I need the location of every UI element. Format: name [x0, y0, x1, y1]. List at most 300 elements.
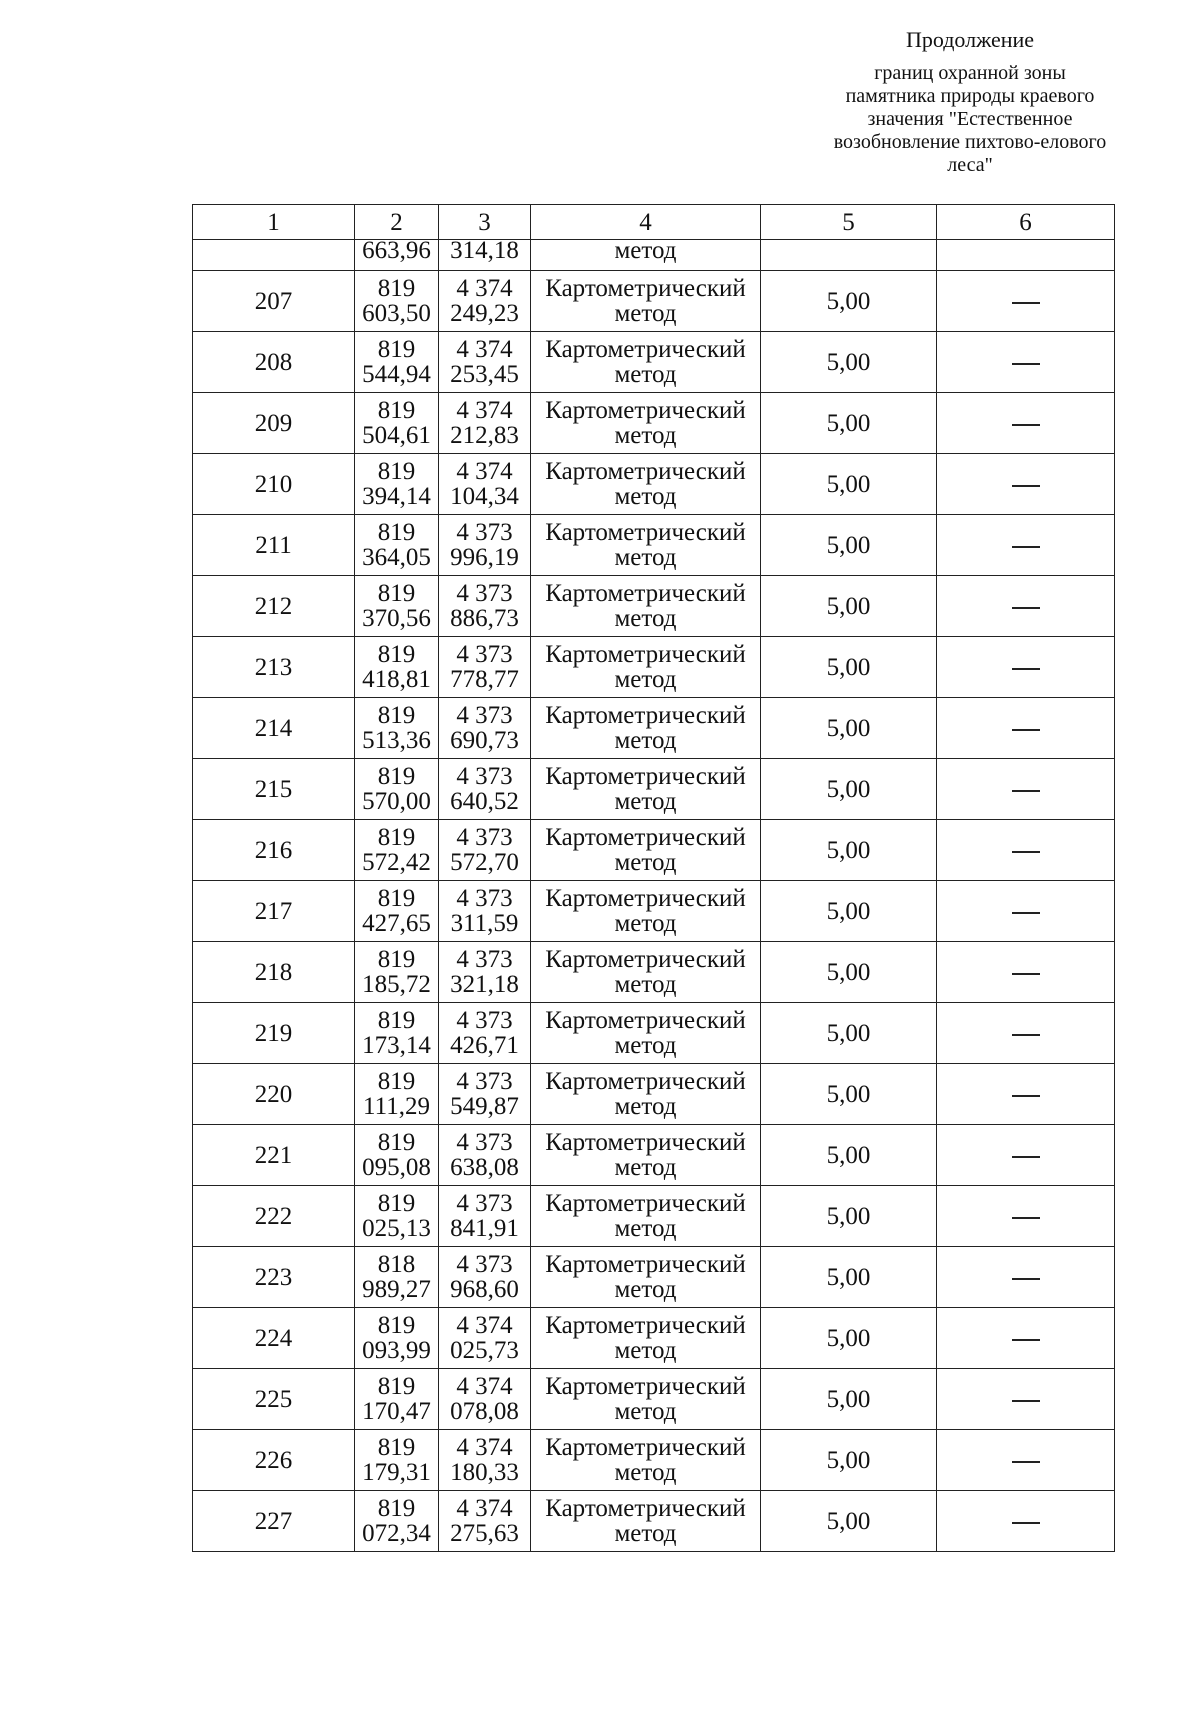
point-number-cell: 222 [193, 1186, 355, 1247]
y-coordinate-part: 4 373 [456, 763, 513, 790]
y-coordinate-part: 275,63 [450, 1520, 519, 1547]
method-text: метод [614, 1154, 677, 1181]
y-coordinate-part: 249,23 [450, 300, 519, 327]
x-coordinate-part: 513,36 [362, 727, 431, 754]
y-coordinate-part: 4 374 [456, 397, 513, 424]
point-number-cell: 212 [193, 576, 355, 637]
x-coordinate-cell [355, 820, 439, 881]
accuracy-cell: 5,00 [761, 942, 937, 1003]
note-cell [937, 1308, 1115, 1369]
y-coordinate-part: 4 373 [456, 641, 513, 668]
note-cell [937, 576, 1115, 637]
continuation-label: Продолжение [905, 27, 1035, 52]
x-coordinate-part: 819 [377, 1373, 416, 1400]
x-coordinate-part: 819 [377, 275, 416, 302]
method-cell [531, 576, 761, 637]
accuracy-cell: 5,00 [761, 1186, 937, 1247]
dash-mark [1012, 1217, 1040, 1219]
dash-mark [1012, 1156, 1040, 1158]
method-text: метод [614, 1032, 677, 1059]
x-coordinate-cell: 663,96 [355, 240, 439, 271]
table-header-row [193, 205, 1115, 240]
x-coordinate-cell [355, 942, 439, 1003]
table-row [193, 1064, 1115, 1125]
dash-mark [1012, 424, 1040, 426]
y-coordinate-cell [439, 1186, 531, 1247]
note-cell [937, 759, 1115, 820]
x-coordinate-cell [355, 1430, 439, 1491]
point-number-cell: 207 [193, 271, 355, 332]
x-coordinate-part: 364,05 [362, 544, 431, 571]
x-coordinate-part: 819 [377, 1312, 416, 1339]
table-row [193, 820, 1115, 881]
accuracy-cell: 5,00 [761, 820, 937, 881]
accuracy-cell [761, 240, 937, 271]
method-text: метод [614, 1093, 677, 1120]
method-text: метод [614, 1215, 677, 1242]
y-coordinate-cell [439, 576, 531, 637]
document-heading [770, 28, 1170, 177]
x-coordinate-cell [355, 1125, 439, 1186]
method-text: Картометрический [545, 1434, 746, 1461]
note-cell [937, 698, 1115, 759]
table-row [193, 881, 1115, 942]
y-coordinate-part: 180,33 [450, 1459, 519, 1486]
y-coordinate-part: 4 373 [456, 885, 513, 912]
y-coordinate-part: 572,70 [450, 849, 519, 876]
method-text: Картометрический [545, 763, 746, 790]
method-cell [531, 1064, 761, 1125]
x-coordinate-cell [355, 454, 439, 515]
dash-mark [1012, 729, 1040, 731]
heading-line: возобновление пихтово-елового [833, 131, 1107, 153]
y-coordinate-part: 4 373 [456, 1129, 513, 1156]
point-number-cell: 220 [193, 1064, 355, 1125]
accuracy-cell: 5,00 [761, 1003, 937, 1064]
method-cell [531, 332, 761, 393]
x-coordinate-part: 570,00 [362, 788, 431, 815]
dash-mark [1012, 851, 1040, 853]
dash-mark [1012, 302, 1040, 304]
x-coordinate-cell [355, 515, 439, 576]
heading-line: границ охранной зоны [874, 62, 1066, 84]
note-cell [937, 240, 1115, 271]
point-number-cell: 218 [193, 942, 355, 1003]
note-cell [937, 515, 1115, 576]
method-cell [531, 820, 761, 881]
x-coordinate-part: 504,61 [362, 422, 431, 449]
method-text: метод [614, 605, 677, 632]
y-coordinate-part: 690,73 [450, 727, 519, 754]
point-number-cell: 217 [193, 881, 355, 942]
dash-mark [1012, 912, 1040, 914]
x-coordinate-cell [355, 1064, 439, 1125]
accuracy-cell: 5,00 [761, 637, 937, 698]
x-coordinate-cell [355, 271, 439, 332]
y-coordinate-cell [439, 393, 531, 454]
y-coordinate-part: 4 374 [456, 458, 513, 485]
note-cell [937, 1186, 1115, 1247]
point-number-cell: 213 [193, 637, 355, 698]
y-coordinate-cell [439, 1369, 531, 1430]
y-coordinate-part: 640,52 [450, 788, 519, 815]
y-coordinate-part: 4 373 [456, 519, 513, 546]
note-cell [937, 1247, 1115, 1308]
x-coordinate-cell [355, 1003, 439, 1064]
method-text: метод [614, 1337, 677, 1364]
method-cell [531, 1247, 761, 1308]
dash-mark [1012, 1034, 1040, 1036]
y-coordinate-part: 4 374 [456, 275, 513, 302]
y-coordinate-part: 4 374 [456, 1373, 513, 1400]
dash-mark [1012, 607, 1040, 609]
method-text: метод [614, 544, 677, 571]
table-row [193, 1247, 1115, 1308]
point-number-cell: 216 [193, 820, 355, 881]
y-coordinate-part: 311,59 [450, 910, 519, 937]
y-coordinate-part: 4 374 [456, 1495, 513, 1522]
y-coordinate-cell [439, 1308, 531, 1369]
x-coordinate-part: 572,42 [362, 849, 431, 876]
y-coordinate-part: 549,87 [450, 1093, 519, 1120]
method-cell [531, 1003, 761, 1064]
y-coordinate-part: 4 373 [456, 702, 513, 729]
dash-mark [1012, 668, 1040, 670]
y-coordinate-cell [439, 332, 531, 393]
y-coordinate-cell [439, 820, 531, 881]
y-coordinate-cell [439, 942, 531, 1003]
x-coordinate-part: 819 [377, 1129, 416, 1156]
x-coordinate-part: 819 [377, 824, 416, 851]
x-coordinate-part: 989,27 [362, 1276, 431, 1303]
note-cell [937, 393, 1115, 454]
y-coordinate-cell [439, 1003, 531, 1064]
method-text: метод [614, 910, 677, 937]
y-coordinate-cell [439, 698, 531, 759]
header-cell: 2 [355, 205, 439, 240]
point-number-cell: 214 [193, 698, 355, 759]
x-coordinate-part: 819 [377, 641, 416, 668]
method-text: метод [614, 727, 677, 754]
method-text: Картометрический [545, 458, 746, 485]
x-coordinate-part: 427,65 [362, 910, 431, 937]
method-text: Картометрический [545, 885, 746, 912]
y-coordinate-cell: 314,18 [439, 240, 531, 271]
header-cell: 3 [439, 205, 531, 240]
table-row [193, 1308, 1115, 1369]
point-number-cell: 223 [193, 1247, 355, 1308]
method-cell [531, 1125, 761, 1186]
heading-description [770, 62, 1170, 177]
point-number-cell: 219 [193, 1003, 355, 1064]
method-cell [531, 1369, 761, 1430]
method-cell [531, 1308, 761, 1369]
accuracy-cell: 5,00 [761, 881, 937, 942]
method-cell [531, 1491, 761, 1552]
method-cell [531, 1186, 761, 1247]
x-coordinate-part: 370,56 [362, 605, 431, 632]
x-coordinate-part: 819 [377, 336, 416, 363]
point-number-cell: 226 [193, 1430, 355, 1491]
dash-mark [1012, 1095, 1040, 1097]
note-cell [937, 271, 1115, 332]
method-text: метод [614, 1276, 677, 1303]
method-text: метод [614, 849, 677, 876]
y-coordinate-cell [439, 759, 531, 820]
x-coordinate-part: 819 [377, 1068, 416, 1095]
method-text: метод [614, 300, 677, 327]
x-coordinate-part: 072,34 [362, 1520, 431, 1547]
accuracy-cell: 5,00 [761, 1308, 937, 1369]
method-cell [531, 698, 761, 759]
table-row-continued [193, 240, 1115, 271]
coordinates-table [192, 204, 1115, 1552]
x-coordinate-cell [355, 637, 439, 698]
point-number-cell: 209 [193, 393, 355, 454]
x-coordinate-cell [355, 332, 439, 393]
y-coordinate-cell [439, 515, 531, 576]
method-text: Картометрический [545, 1007, 746, 1034]
dash-mark [1012, 790, 1040, 792]
x-coordinate-cell [355, 1491, 439, 1552]
accuracy-cell: 5,00 [761, 1125, 937, 1186]
x-coordinate-part: 179,31 [362, 1459, 431, 1486]
method-text: Картометрический [545, 702, 746, 729]
dash-mark [1012, 363, 1040, 365]
y-coordinate-part: 212,83 [450, 422, 519, 449]
table-row [193, 942, 1115, 1003]
y-coordinate-part: 4 373 [456, 1007, 513, 1034]
y-coordinate-part: 025,73 [450, 1337, 519, 1364]
y-coordinate-part: 426,71 [450, 1032, 519, 1059]
x-coordinate-part: 111,29 [363, 1093, 430, 1120]
dash-mark [1012, 1461, 1040, 1463]
method-text: Картометрический [545, 580, 746, 607]
method-cell [531, 881, 761, 942]
y-coordinate-part: 4 374 [456, 1312, 513, 1339]
accuracy-cell: 5,00 [761, 1430, 937, 1491]
table-row [193, 393, 1115, 454]
method-text: Картометрический [545, 946, 746, 973]
accuracy-cell: 5,00 [761, 1247, 937, 1308]
point-number-cell: 224 [193, 1308, 355, 1369]
x-coordinate-part: 173,14 [362, 1032, 431, 1059]
table-row [193, 759, 1115, 820]
method-text: Картометрический [545, 1312, 746, 1339]
table-row [193, 454, 1115, 515]
x-coordinate-cell [355, 698, 439, 759]
table-row [193, 1003, 1115, 1064]
y-coordinate-part: 4 373 [456, 580, 513, 607]
y-coordinate-cell [439, 1247, 531, 1308]
method-text: метод [614, 422, 677, 449]
accuracy-cell: 5,00 [761, 759, 937, 820]
x-coordinate-part: 170,47 [362, 1398, 431, 1425]
y-coordinate-part: 4 373 [456, 946, 513, 973]
y-coordinate-part: 778,77 [450, 666, 519, 693]
method-text: метод [614, 971, 677, 998]
x-coordinate-part: 185,72 [362, 971, 431, 998]
note-cell [937, 1430, 1115, 1491]
method-cell: метод [531, 240, 761, 271]
method-text: метод [614, 361, 677, 388]
point-number-cell: 221 [193, 1125, 355, 1186]
x-coordinate-part: 819 [377, 458, 416, 485]
y-coordinate-part: 4 373 [456, 1251, 513, 1278]
method-cell [531, 515, 761, 576]
x-coordinate-cell [355, 1186, 439, 1247]
x-coordinate-part: 603,50 [362, 300, 431, 327]
method-text: метод [614, 1459, 677, 1486]
accuracy-cell: 5,00 [761, 1064, 937, 1125]
y-coordinate-cell [439, 1125, 531, 1186]
x-coordinate-cell [355, 1369, 439, 1430]
table-row [193, 1430, 1115, 1491]
header-cell: 1 [193, 205, 355, 240]
dash-mark [1012, 973, 1040, 975]
method-text: Картометрический [545, 1495, 746, 1522]
x-coordinate-part: 819 [377, 580, 416, 607]
y-coordinate-cell [439, 454, 531, 515]
y-coordinate-cell [439, 1491, 531, 1552]
x-coordinate-part: 819 [377, 1495, 416, 1522]
table-row [193, 515, 1115, 576]
y-coordinate-part: 886,73 [450, 605, 519, 632]
point-number-cell: 208 [193, 332, 355, 393]
y-coordinate-part: 4 373 [456, 824, 513, 851]
heading-line: значения "Естественное [867, 108, 1073, 130]
table-row [193, 698, 1115, 759]
method-cell [531, 942, 761, 1003]
x-coordinate-part: 819 [377, 885, 416, 912]
y-coordinate-part: 4 373 [456, 1190, 513, 1217]
note-cell [937, 637, 1115, 698]
dash-mark [1012, 546, 1040, 548]
method-text: метод [614, 788, 677, 815]
method-text: Картометрический [545, 1068, 746, 1095]
note-cell [937, 454, 1115, 515]
method-cell [531, 454, 761, 515]
y-coordinate-cell [439, 637, 531, 698]
dash-mark [1012, 1400, 1040, 1402]
x-coordinate-cell [355, 881, 439, 942]
method-text: Картометрический [545, 1190, 746, 1217]
x-coordinate-cell [355, 576, 439, 637]
note-cell [937, 1369, 1115, 1430]
y-coordinate-part: 253,45 [450, 361, 519, 388]
point-number-cell: 225 [193, 1369, 355, 1430]
note-cell [937, 1491, 1115, 1552]
x-coordinate-cell [355, 1247, 439, 1308]
table-row [193, 637, 1115, 698]
x-coordinate-cell [355, 759, 439, 820]
table-row [193, 1491, 1115, 1552]
method-cell [531, 1430, 761, 1491]
table-row [193, 332, 1115, 393]
method-text: метод [614, 1398, 677, 1425]
x-coordinate-part: 819 [377, 946, 416, 973]
method-text: Картометрический [545, 1251, 746, 1278]
point-number-cell: 211 [193, 515, 355, 576]
y-coordinate-cell [439, 1064, 531, 1125]
dash-mark [1012, 1522, 1040, 1524]
heading-line: памятника природы краевого [845, 85, 1095, 107]
accuracy-cell: 5,00 [761, 271, 937, 332]
accuracy-cell: 5,00 [761, 515, 937, 576]
x-coordinate-part: 394,14 [362, 483, 431, 510]
note-cell [937, 332, 1115, 393]
x-coordinate-part: 819 [377, 1007, 416, 1034]
table-row [193, 271, 1115, 332]
y-coordinate-part: 638,08 [450, 1154, 519, 1181]
note-cell [937, 942, 1115, 1003]
accuracy-cell: 5,00 [761, 393, 937, 454]
x-coordinate-cell [355, 393, 439, 454]
point-number-cell: 210 [193, 454, 355, 515]
x-coordinate-part: 819 [377, 702, 416, 729]
point-number-cell: 215 [193, 759, 355, 820]
method-cell [531, 393, 761, 454]
y-coordinate-cell [439, 1430, 531, 1491]
y-coordinate-cell [439, 271, 531, 332]
y-coordinate-part: 321,18 [450, 971, 519, 998]
dash-mark [1012, 1339, 1040, 1341]
method-text: Картометрический [545, 336, 746, 363]
note-cell [937, 1003, 1115, 1064]
method-text: метод [614, 483, 677, 510]
method-text: Картометрический [545, 824, 746, 851]
x-coordinate-part: 095,08 [362, 1154, 431, 1181]
method-text: Картометрический [545, 397, 746, 424]
y-coordinate-part: 078,08 [450, 1398, 519, 1425]
table-row [193, 1125, 1115, 1186]
note-cell [937, 1125, 1115, 1186]
y-coordinate-part: 841,91 [450, 1215, 519, 1242]
accuracy-cell: 5,00 [761, 454, 937, 515]
y-coordinate-part: 4 374 [456, 336, 513, 363]
x-coordinate-part: 818 [377, 1251, 416, 1278]
dash-mark [1012, 1278, 1040, 1280]
x-coordinate-part: 819 [377, 397, 416, 424]
accuracy-cell: 5,00 [761, 576, 937, 637]
y-coordinate-part: 4 373 [456, 1068, 513, 1095]
accuracy-cell: 5,00 [761, 1491, 937, 1552]
table-row [193, 1369, 1115, 1430]
method-text: метод [614, 1520, 677, 1547]
y-coordinate-cell [439, 881, 531, 942]
method-cell [531, 271, 761, 332]
x-coordinate-part: 819 [377, 519, 416, 546]
y-coordinate-part: 968,60 [450, 1276, 519, 1303]
note-cell [937, 820, 1115, 881]
table-row [193, 1186, 1115, 1247]
point-number-cell [193, 240, 355, 271]
heading-line: леса" [947, 154, 993, 176]
accuracy-cell: 5,00 [761, 332, 937, 393]
accuracy-cell: 5,00 [761, 1369, 937, 1430]
x-coordinate-part: 544,94 [362, 361, 431, 388]
method-text: Картометрический [545, 641, 746, 668]
method-text: Картометрический [545, 1129, 746, 1156]
method-text: метод [614, 666, 677, 693]
x-coordinate-part: 025,13 [362, 1215, 431, 1242]
x-coordinate-part: 819 [377, 1434, 416, 1461]
header-cell: 4 [531, 205, 761, 240]
x-coordinate-part: 819 [377, 1190, 416, 1217]
header-cell: 6 [937, 205, 1115, 240]
y-coordinate-part: 996,19 [450, 544, 519, 571]
x-coordinate-part: 819 [377, 763, 416, 790]
